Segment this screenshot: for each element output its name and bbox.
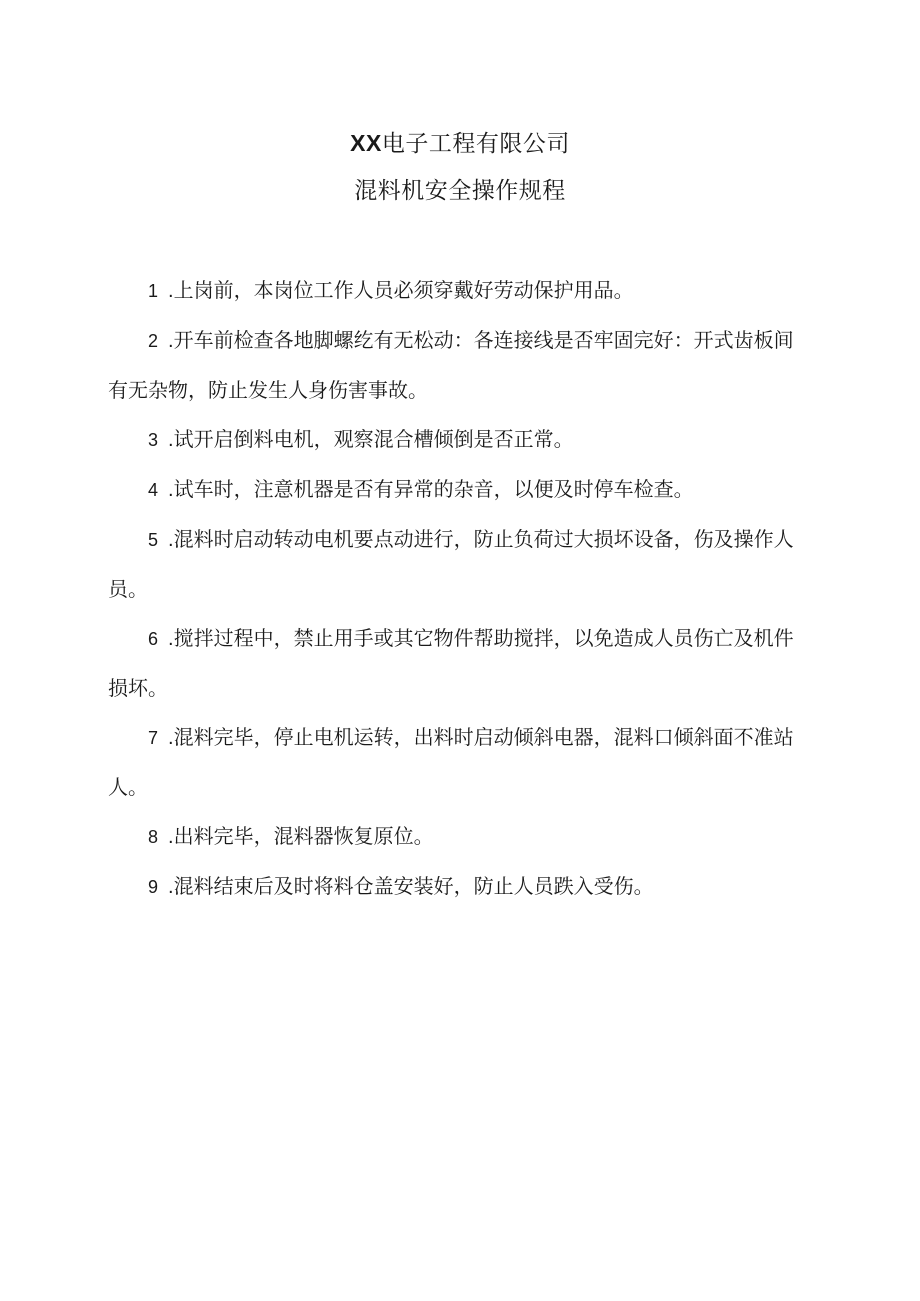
rule-separator: . [168,876,174,898]
rule-number: 4 [148,480,159,500]
rule-number: 2 [148,331,159,351]
rule-separator: . [168,529,174,551]
rule-text: 试车时，注意机器是否有异常的杂音，以便及时停车检查。 [173,477,694,501]
rule-number: 1 [148,281,159,301]
rule-text: 上岗前，本岗位工作人员必须穿戴好劳动保护用品。 [173,278,634,302]
rule-item [108,415,808,465]
rule-text: 混料时启动转动电机要点动进行，防止负荷过大损坏设备，伤及操作人员。 [108,527,794,601]
rule-separator: . [168,330,174,352]
document-title: 混料机安全操作规程 [354,178,566,204]
rule-separator: . [168,826,174,848]
rule-text: 混料结束后及时将料仓盖安装好，防止人员跌入受伤。 [173,874,654,898]
rule-item [108,862,808,912]
rule-separator: . [168,280,174,302]
rule-number: 7 [148,728,159,748]
rule-number: 3 [148,430,159,450]
rule-item [108,812,808,862]
rule-text: 开车前检查各地脚螺纥有无松动：各连接线是否牢固完好：开式齿板间有无杂物，防止发生人身伤害事故。 [108,328,794,402]
rule-separator: . [168,479,174,501]
company-name-rest: 电子工程有限公司 [381,131,570,157]
company-name-prefix: XX [350,130,382,156]
rule-separator: . [168,727,174,749]
rules-list [108,266,808,912]
rule-item [108,316,808,415]
rule-item [108,713,808,812]
rule-number: 8 [148,827,159,847]
rule-number: 5 [148,530,159,550]
rule-number: 6 [148,629,159,649]
rule-item [108,614,808,713]
rule-item [108,515,808,614]
rule-separator: . [168,628,174,650]
rule-text: 出料完毕，混料器恢复原位。 [173,824,434,848]
rule-separator: . [168,429,174,451]
rule-item [108,465,808,515]
company-name [0,128,920,159]
rule-text: 搅拌过程中，禁止用手或其它物件帮助搅拌，以免造成人员伤亡及机件损坏。 [108,626,794,700]
rule-item [108,266,808,316]
rule-number: 9 [148,877,159,897]
rule-text: 试开启倒料电机，观察混合槽倾倒是否正常。 [173,427,574,451]
rule-text: 混料完毕，停止电机运转，出料时启动倾斜电器，混料口倾斜面不准站人。 [108,725,794,799]
